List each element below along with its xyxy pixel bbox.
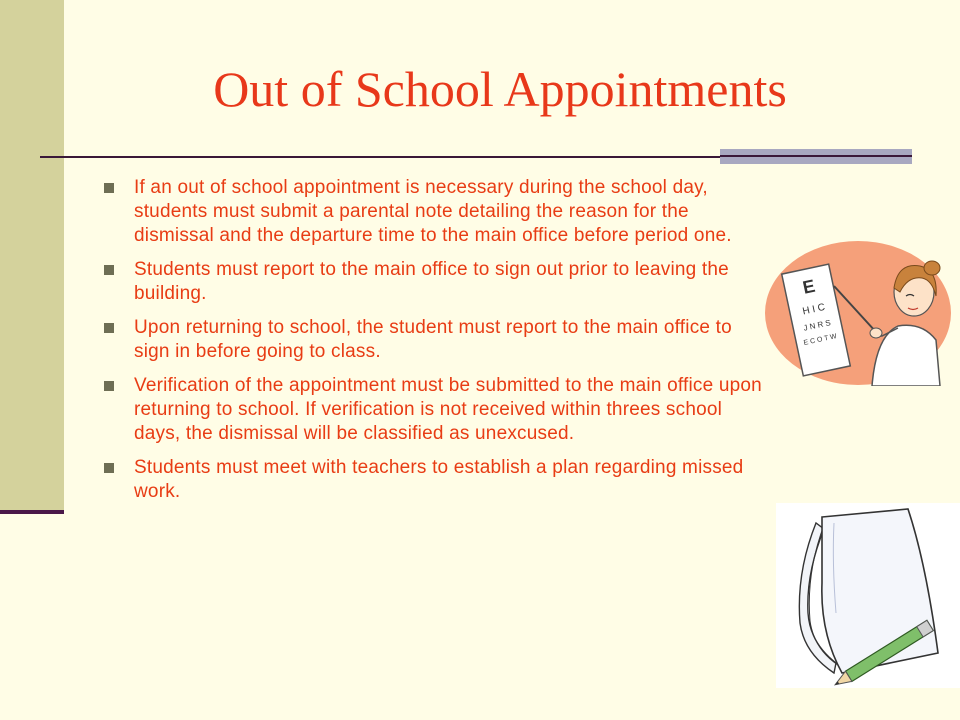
bullet-item (104, 456, 764, 504)
square-bullet-icon (104, 183, 114, 193)
title-divider-accent (720, 149, 912, 164)
bullet-item (104, 258, 764, 306)
bullet-text: Students must report to the main office to sign out prior to leaving the building. (134, 259, 729, 304)
bullet-item (104, 316, 764, 364)
eye-chart-image (764, 240, 952, 386)
bullet-list (104, 176, 764, 514)
svg-text:E: E (800, 275, 817, 298)
square-bullet-icon (104, 463, 114, 473)
bullet-item (104, 374, 764, 446)
svg-text:J N R S: J N R S (802, 318, 832, 333)
bullet-item (104, 176, 764, 248)
notepad-pencil-image (776, 503, 960, 688)
bullet-text: Students must meet with teachers to establish a plan regarding missed work. (134, 457, 744, 502)
square-bullet-icon (104, 265, 114, 275)
bullet-text: Verification of the appointment must be submitted to the main office upon returning to school. If verification is not received within threes school days, the dismissal will be classified as unexcused. (134, 375, 762, 444)
bullet-text: Upon returning to school, the student must report to the main office to sign in before going to class. (134, 317, 732, 362)
square-bullet-icon (104, 381, 114, 391)
bullet-text: If an out of school appointment is necessary during the school day, students must submit a parental note detailing the reason for the dismissal and the departure time to the main office before period one. (134, 177, 732, 246)
left-accent-underline (0, 510, 64, 514)
slide-title: Out of School Appointments (213, 61, 787, 117)
svg-text:H I C: H I C (801, 301, 827, 318)
svg-text:E C O T W: E C O T W (803, 333, 838, 347)
square-bullet-icon (104, 323, 114, 333)
